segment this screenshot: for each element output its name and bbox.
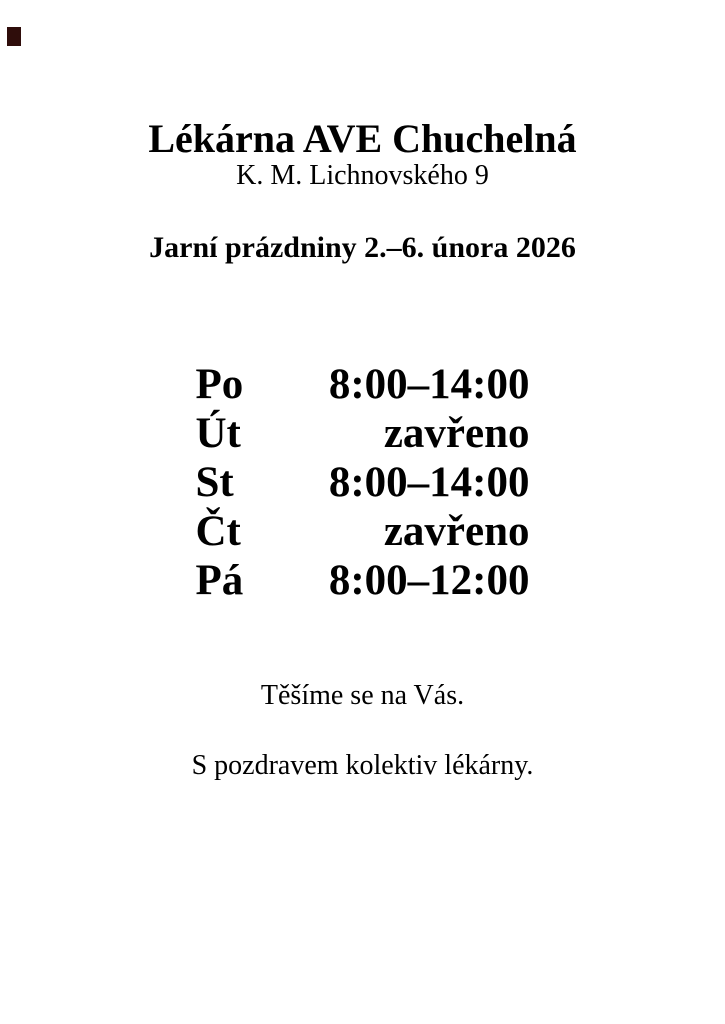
schedule-row-thursday bbox=[196, 507, 530, 556]
schedule-row-tuesday bbox=[196, 409, 530, 458]
hours-value-friday: 8:00–12:00 bbox=[328, 557, 530, 604]
hours-value-thursday: zavřeno bbox=[383, 508, 530, 555]
day-label-thursday: Čt bbox=[195, 508, 241, 555]
schedule-row-wednesday bbox=[196, 458, 530, 507]
day-label-friday: Pá bbox=[195, 557, 244, 604]
day-label-wednesday: St bbox=[195, 459, 234, 506]
hours-value-monday: 8:00–14:00 bbox=[328, 361, 530, 408]
pharmacy-address: K. M. Lichnovského 9 bbox=[236, 160, 489, 191]
hours-value-tuesday: zavřeno bbox=[383, 410, 530, 457]
opening-hours-schedule bbox=[196, 360, 530, 605]
day-label-monday: Po bbox=[195, 361, 244, 408]
greeting-line: Těšíme se na Vás. bbox=[260, 680, 465, 711]
schedule-row-monday bbox=[196, 360, 530, 409]
day-label-tuesday: Út bbox=[195, 410, 241, 457]
page-corner-mark bbox=[7, 27, 21, 46]
signoff-line: S pozdravem kolektiv lékárny. bbox=[191, 750, 534, 781]
hours-value-wednesday: 8:00–14:00 bbox=[328, 459, 530, 506]
schedule-row-friday bbox=[196, 556, 530, 605]
holiday-notice: Jarní prázdniny 2.–6. února 2026 bbox=[149, 231, 576, 264]
page-title: Lékárna AVE Chuchelná bbox=[148, 116, 577, 161]
